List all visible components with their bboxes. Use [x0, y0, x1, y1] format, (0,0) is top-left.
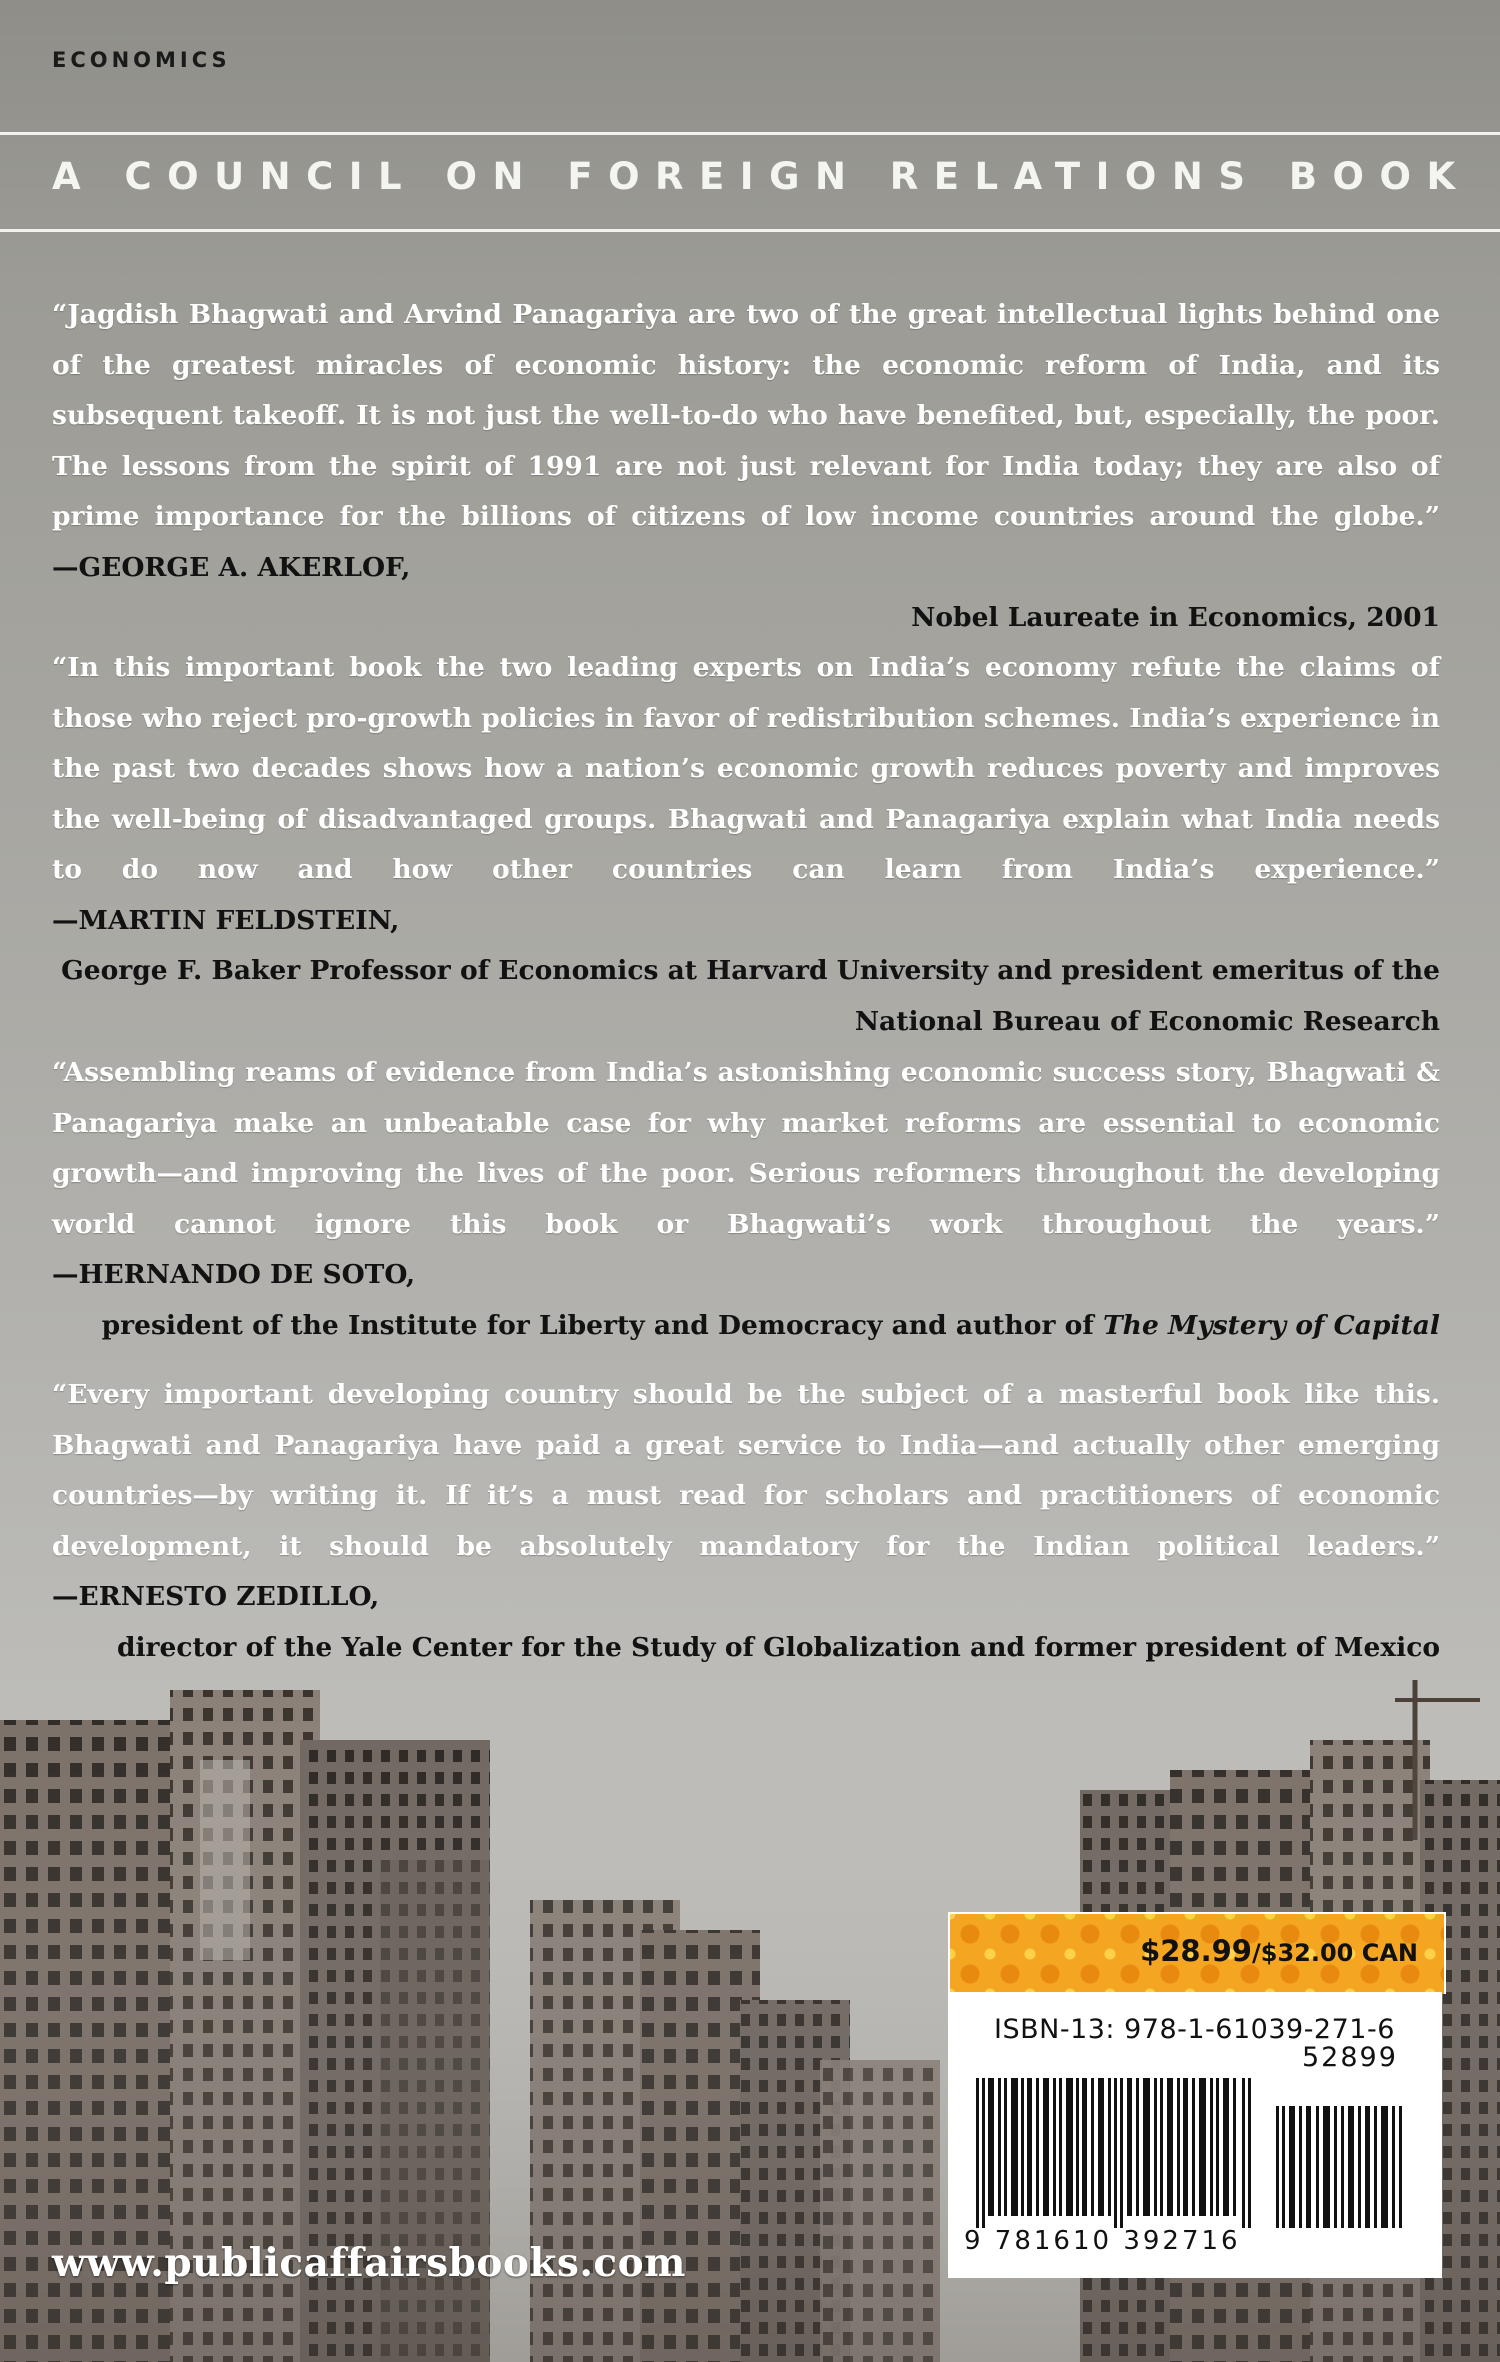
- barcode-bar: [1341, 2106, 1344, 2228]
- barcode-bar: [1053, 2078, 1056, 2216]
- blurb-feldstein: [52, 643, 1440, 1047]
- barcode-bar: [1059, 2078, 1062, 2216]
- barcode-bar: [1374, 2106, 1377, 2228]
- isbn-label: ISBN-13: 978-1-61039-271-6: [994, 2014, 1395, 2045]
- barcode-bar: [1381, 2106, 1388, 2228]
- blurb-de-soto: [52, 1048, 1440, 1351]
- barcode-bar: [1289, 2106, 1295, 2228]
- blurb-zedillo: [52, 1370, 1440, 1673]
- barcode-bar: [1334, 2106, 1337, 2228]
- barcode-bar: [1358, 2106, 1361, 2228]
- barcode-bar: [1365, 2106, 1370, 2228]
- barcode-bar: [1091, 2078, 1094, 2216]
- barcode-bar: [1183, 2078, 1188, 2216]
- blurb-quote: “Every important developing country should be the subject of a masterful book like this. Bhagwati and Panagariya have paid a great service to India—and actually other emerging countries—by writing it. If it’s a must read for scholars and practitioners of economic development, it should be absolutely mandatory for the Indian political leaders.”: [52, 1379, 1440, 1562]
- barcode-addon-digits: 52899: [1302, 2042, 1398, 2073]
- barcode-bar: [1066, 2078, 1073, 2216]
- barcode-bar: [1098, 2078, 1104, 2216]
- barcode-bar: [1210, 2078, 1213, 2216]
- blurb-akerlof: [52, 290, 1440, 644]
- barcode-panel: [948, 1992, 1442, 2278]
- barcode-bar: [1223, 2078, 1229, 2216]
- blurb-credential: director of the Yale Center for the Study of Globalization and former president of Mexico: [116, 1631, 1440, 1663]
- blurb-credential: [52, 1301, 1440, 1352]
- series-title: A COUNCIL ON FOREIGN RELATIONS BOOK: [52, 155, 1471, 198]
- barcode-bar: [1323, 2106, 1330, 2228]
- barcode-bar: [1127, 2078, 1132, 2216]
- barcode-bar: [1199, 2078, 1206, 2216]
- barcode-bar: [1011, 2078, 1018, 2216]
- blurb-author: —ERNESTO ZEDILLO,: [52, 1581, 380, 1612]
- barcode-bar: [1108, 2078, 1111, 2216]
- barcode-bar: [1282, 2106, 1285, 2228]
- blurb-quote: “In this important book the two leading experts on India’s economy refute the claims of those who reject pro-growth policies in favor of redistribution schemes. India’s experience in the past two decades shows how a nation’s economic growth reduces poverty and improves the well-being of disadvantaged groups. Bhagwati and Panagariya explain what India needs to do now and how other countries can learn from India’s experience.”: [52, 652, 1440, 885]
- price-can: /$32.00 CAN: [1251, 1939, 1418, 1967]
- barcode-bar: [1082, 2078, 1087, 2216]
- price-text: [1140, 1934, 1418, 1968]
- category-label: ECONOMICS: [52, 48, 231, 72]
- barcode-bar: [1021, 2078, 1024, 2216]
- credential-text: president of the Institute for Liberty and Democracy and author of: [101, 1309, 1094, 1341]
- book-title: The Mystery of Capital: [1102, 1309, 1440, 1341]
- barcode-bar: [1027, 2078, 1032, 2216]
- barcode-bar: [1154, 2078, 1157, 2216]
- barcode-bar: [1306, 2106, 1311, 2228]
- barcode-bar: [1120, 2078, 1123, 2228]
- barcode-bar: [1076, 2078, 1079, 2216]
- barcode-bar: [1143, 2078, 1150, 2216]
- price-us: $28.99: [1140, 1934, 1252, 1968]
- blurb-credential: Nobel Laureate in Economics, 2001: [911, 602, 1440, 633]
- barcode-bar: [1114, 2078, 1117, 2228]
- barcode-bar: [1167, 2078, 1173, 2216]
- barcode-bar: [1192, 2078, 1195, 2216]
- barcode-bar: [998, 2078, 1001, 2216]
- barcode-bar: [976, 2078, 979, 2228]
- barcode-bar: [1036, 2078, 1039, 2216]
- barcode-bar: [1233, 2078, 1236, 2216]
- barcode-bars: [976, 2078, 1418, 2228]
- top-rule: [0, 132, 1500, 135]
- bottom-rule: [0, 229, 1500, 232]
- barcode-digits: 9 781610 392716: [964, 2226, 1241, 2256]
- barcode-bar: [988, 2078, 994, 2216]
- barcode-bar: [1136, 2078, 1139, 2216]
- barcode-bar: [1242, 2078, 1245, 2228]
- barcode-bar: [1316, 2106, 1319, 2228]
- barcode-bar: [1348, 2106, 1354, 2228]
- blurb-credential: George F. Baker Professor of Economics at Harvard University and president emeritus of the National Bureau of Economic Research: [61, 955, 1440, 1037]
- barcode-bar: [1177, 2078, 1180, 2216]
- barcode-bar: [1004, 2078, 1007, 2216]
- publisher-website: www.publicaffairsbooks.com: [52, 2240, 686, 2286]
- barcode-bar: [1216, 2078, 1219, 2216]
- blurb-quote: “Assembling reams of evidence from India’s astonishing economic success story, Bhagwati & Panagariya make an unbeatable case for why market reforms are essential to economic growth—and improving the lives of the poor. Serious reformers throughout the developing world cannot ignore this book or Bhagwati’s work throughout the years.”: [52, 1057, 1440, 1240]
- barcode-bar: [982, 2078, 985, 2228]
- barcode-bar: [1043, 2078, 1049, 2216]
- barcode-bar: [1399, 2106, 1402, 2228]
- barcode-bar: [1299, 2106, 1302, 2228]
- blurb-author: —GEORGE A. AKERLOF,: [52, 551, 411, 583]
- barcode-bar: [1276, 2106, 1279, 2228]
- blurb-quote: “Jagdish Bhagwati and Arvind Panagariya are two of the great intellectual lights behind one of the greatest miracles of economic history: the economic reform of India, and its subsequent takeoff. It is not just the well-to-do who have benefited, but, especially, the poor. The lessons from the spirit of 1991 are not just relevant for India today; they are also of prime importance for the billions of citizens of low income countries around the globe.”: [52, 299, 1440, 532]
- barcode-bar: [1160, 2078, 1163, 2216]
- blurb-author: —MARTIN FELDSTEIN,: [52, 904, 400, 936]
- price-sticker: [948, 1912, 1446, 1994]
- blurb-author: —HERNANDO DE SOTO,: [52, 1259, 416, 1290]
- barcode-bar: [1248, 2078, 1251, 2228]
- barcode-bar: [1392, 2106, 1395, 2228]
